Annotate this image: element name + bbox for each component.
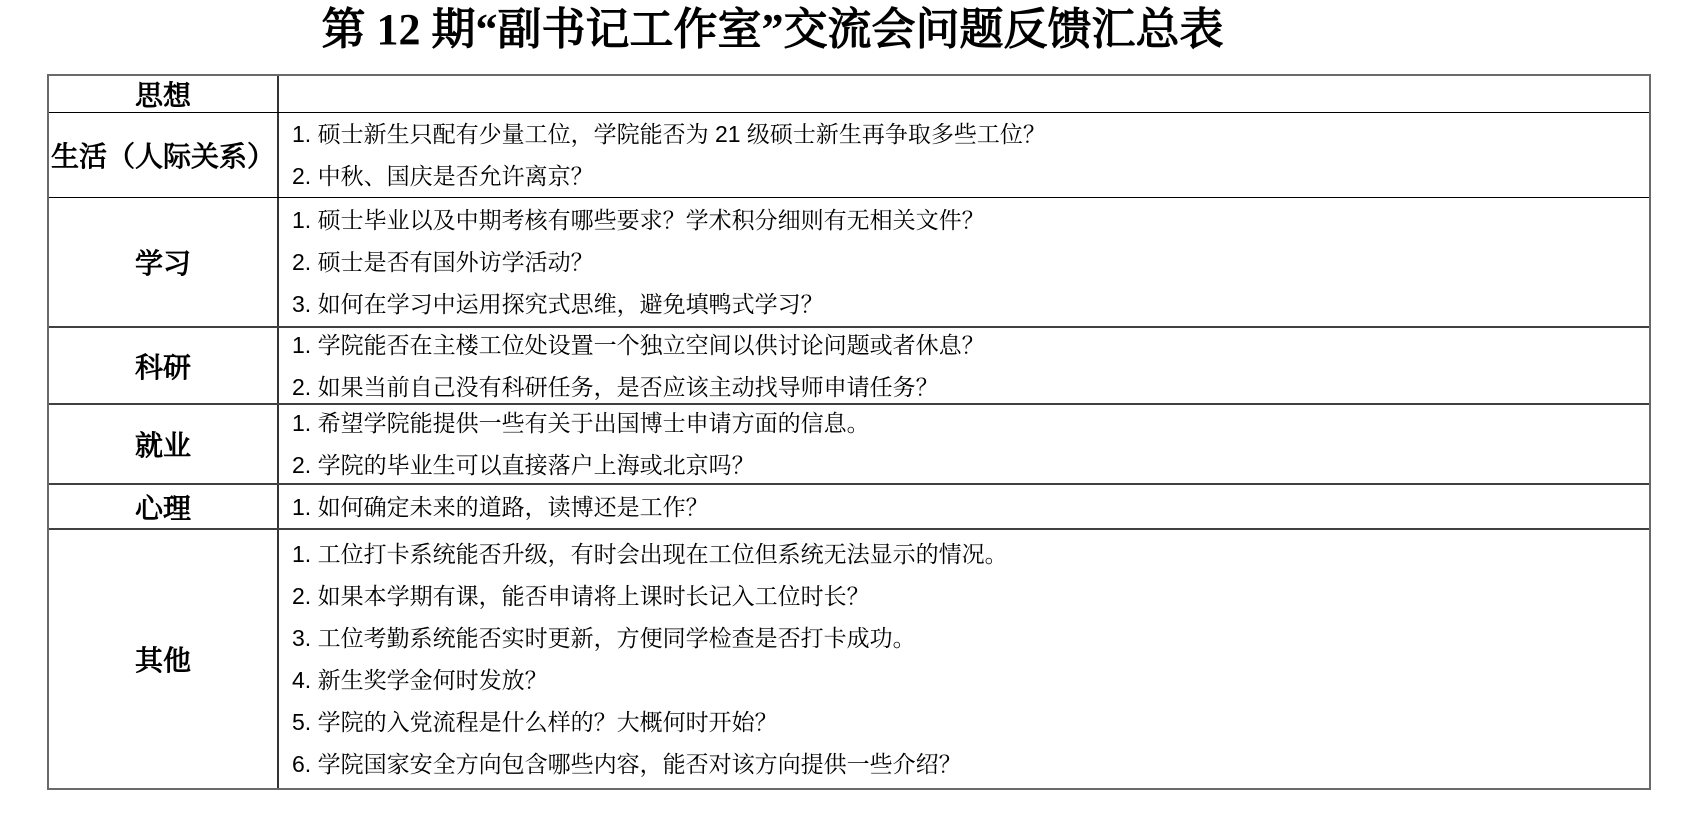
questions-cell (279, 328, 1649, 403)
question-item: 2. 中秋、国庆是否允许离京？ (292, 163, 594, 189)
question-item: 1. 硕士毕业以及中期考核有哪些要求？学术积分细则有无相关文件？ (292, 207, 985, 233)
question-item: 6. 学院国家安全方向包含哪些内容，能否对该方向提供一些介绍？ (292, 751, 962, 777)
category-cell: 其他 (49, 530, 279, 788)
category-cell: 学习 (49, 198, 279, 326)
question-item: 1. 学院能否在主楼工位处设置一个独立空间以供讨论问题或者休息？ (292, 331, 985, 358)
table-row (49, 197, 1649, 326)
category-cell: 心理 (49, 485, 279, 528)
table-row (49, 326, 1649, 403)
question-item: 2. 硕士是否有国外访学活动？ (292, 249, 594, 275)
category-cell: 生活（人际关系） (49, 113, 279, 197)
category-cell: 思想 (49, 76, 279, 112)
question-item: 1. 希望学院能提供一些有关于出国博士申请方面的信息。 (292, 410, 870, 436)
questions-cell (279, 198, 1649, 326)
category-cell: 就业 (49, 405, 279, 483)
question-item: 3. 如何在学习中运用探究式思维，避免填鸭式学习？ (292, 291, 824, 317)
question-item: 5. 学院的入党流程是什么样的？大概何时开始？ (292, 709, 778, 735)
table-row (49, 483, 1649, 528)
question-item: 1. 硕士新生只配有少量工位，学院能否为 21 级硕士新生再争取多些工位？ (292, 121, 1046, 147)
table-row (49, 403, 1649, 483)
questions-cell (279, 76, 1649, 112)
category-cell: 科研 (49, 328, 279, 403)
page-title: 第 12 期“副书记工作室”交流会问题反馈汇总表 (321, 5, 1224, 54)
question-item: 1. 如何确定未来的道路，读博还是工作？ (292, 493, 709, 520)
question-item: 2. 如果当前自己没有科研任务，是否应该主动找导师申请任务？ (292, 373, 939, 400)
feedback-table (47, 74, 1651, 790)
table-row (49, 76, 1649, 112)
question-item: 2. 如果本学期有课，能否申请将上课时长记入工位时长？ (292, 583, 870, 609)
questions-cell (279, 113, 1649, 197)
question-item: 2. 学院的毕业生可以直接落户上海或北京吗？ (292, 452, 755, 478)
question-item: 1. 工位打卡系统能否升级，有时会出现在工位但系统无法显示的情况。 (292, 541, 1008, 567)
question-item: 3. 工位考勤系统能否实时更新，方便同学检查是否打卡成功。 (292, 625, 916, 651)
questions-cell (279, 405, 1649, 483)
question-item: 4. 新生奖学金何时发放？ (292, 667, 548, 693)
table-row (49, 112, 1649, 197)
questions-cell (279, 485, 1649, 528)
table-row (49, 528, 1649, 788)
questions-cell (279, 530, 1649, 788)
